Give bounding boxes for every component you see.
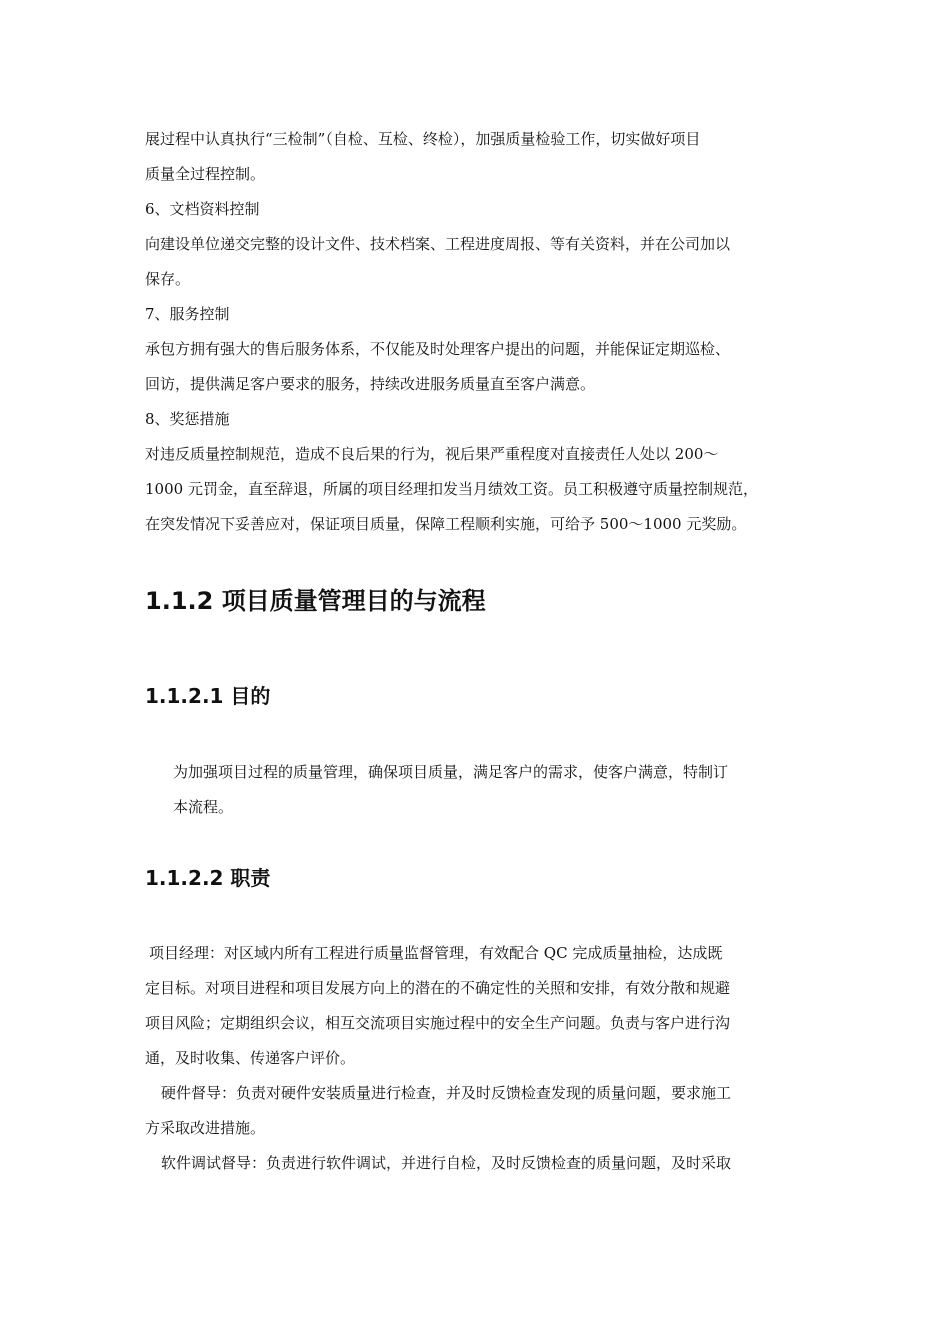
item-8-title: 8、奖惩措施 — [145, 410, 230, 428]
quality-control-section — [145, 122, 825, 542]
item-7-title: 7、服务控制 — [145, 305, 230, 323]
paragraph-line: 在突发情况下妥善应对，保证项目质量，保障工程顺利实施，可给予 500～1000 元奖励。 — [145, 515, 747, 533]
paragraph-line: 回访，提供满足客户要求的服务，持续改进服务质量直至客户满意。 — [145, 375, 596, 393]
paragraph-line: 对违反质量控制规范，造成不良后果的行为，视后果严重程度对直接责任人处以 200～ — [145, 445, 719, 463]
paragraph-line: 项目经理：对区域内所有工程进行质量监督管理，有效配合 QC 完成质量抽检，达成既 — [149, 944, 723, 962]
paragraph-line: 通，及时收集、传递客户评价。 — [145, 1049, 356, 1067]
section-heading-1-1-2: 1.1.2 项目质量管理目的与流程 — [145, 587, 486, 615]
item-6-title: 6、文档资料控制 — [145, 200, 260, 218]
paragraph-line: 方采取改进措施。 — [145, 1119, 266, 1137]
paragraph-line: 向建设单位递交完整的设计文件、技术档案、工程进度周报、等有关资料，并在公司加以 — [145, 235, 731, 253]
paragraph-line: 保存。 — [145, 270, 191, 288]
paragraph-line: 软件调试督导：负责进行软件调试，并进行自检，及时反馈检查的质量问题，及时采取 — [161, 1154, 732, 1172]
paragraph-line: 定目标。对项目进程和项目发展方向上的潜在的不确定性的关照和安排，有效分散和规避 — [145, 979, 731, 997]
duties-section — [145, 936, 825, 1181]
subsection-heading-1-1-2-1: 1.1.2.1 目的 — [145, 684, 271, 708]
paragraph-line: 项目风险；定期组织会议，相互交流项目实施过程中的安全生产问题。负责与客户进行沟 — [145, 1014, 731, 1032]
paragraph-line: 承包方拥有强大的售后服务体系，不仅能及时处理客户提出的问题，并能保证定期巡检、 — [145, 340, 731, 358]
paragraph-line: 本流程。 — [173, 798, 234, 816]
paragraph-line: 质量全过程控制。 — [145, 165, 266, 183]
paragraph-line: 为加强项目过程的质量管理，确保项目质量，满足客户的需求，使客户满意，特制订 — [173, 763, 729, 781]
paragraph-line: 展过程中认真执行“三检制”（自检、互检、终检），加强质量检验工作，切实做好项目 — [145, 130, 701, 148]
paragraph-line: 1000 元罚金，直至辞退，所属的项目经理扣发当月绩效工资。员工积极遵守质量控制规范， — [145, 480, 758, 498]
purpose-paragraph — [145, 755, 825, 825]
subsection-heading-1-1-2-2: 1.1.2.2 职责 — [145, 866, 271, 890]
paragraph-line: 硬件督导：负责对硬件安装质量进行检查，并及时反馈检查发现的质量问题，要求施工 — [161, 1084, 732, 1102]
